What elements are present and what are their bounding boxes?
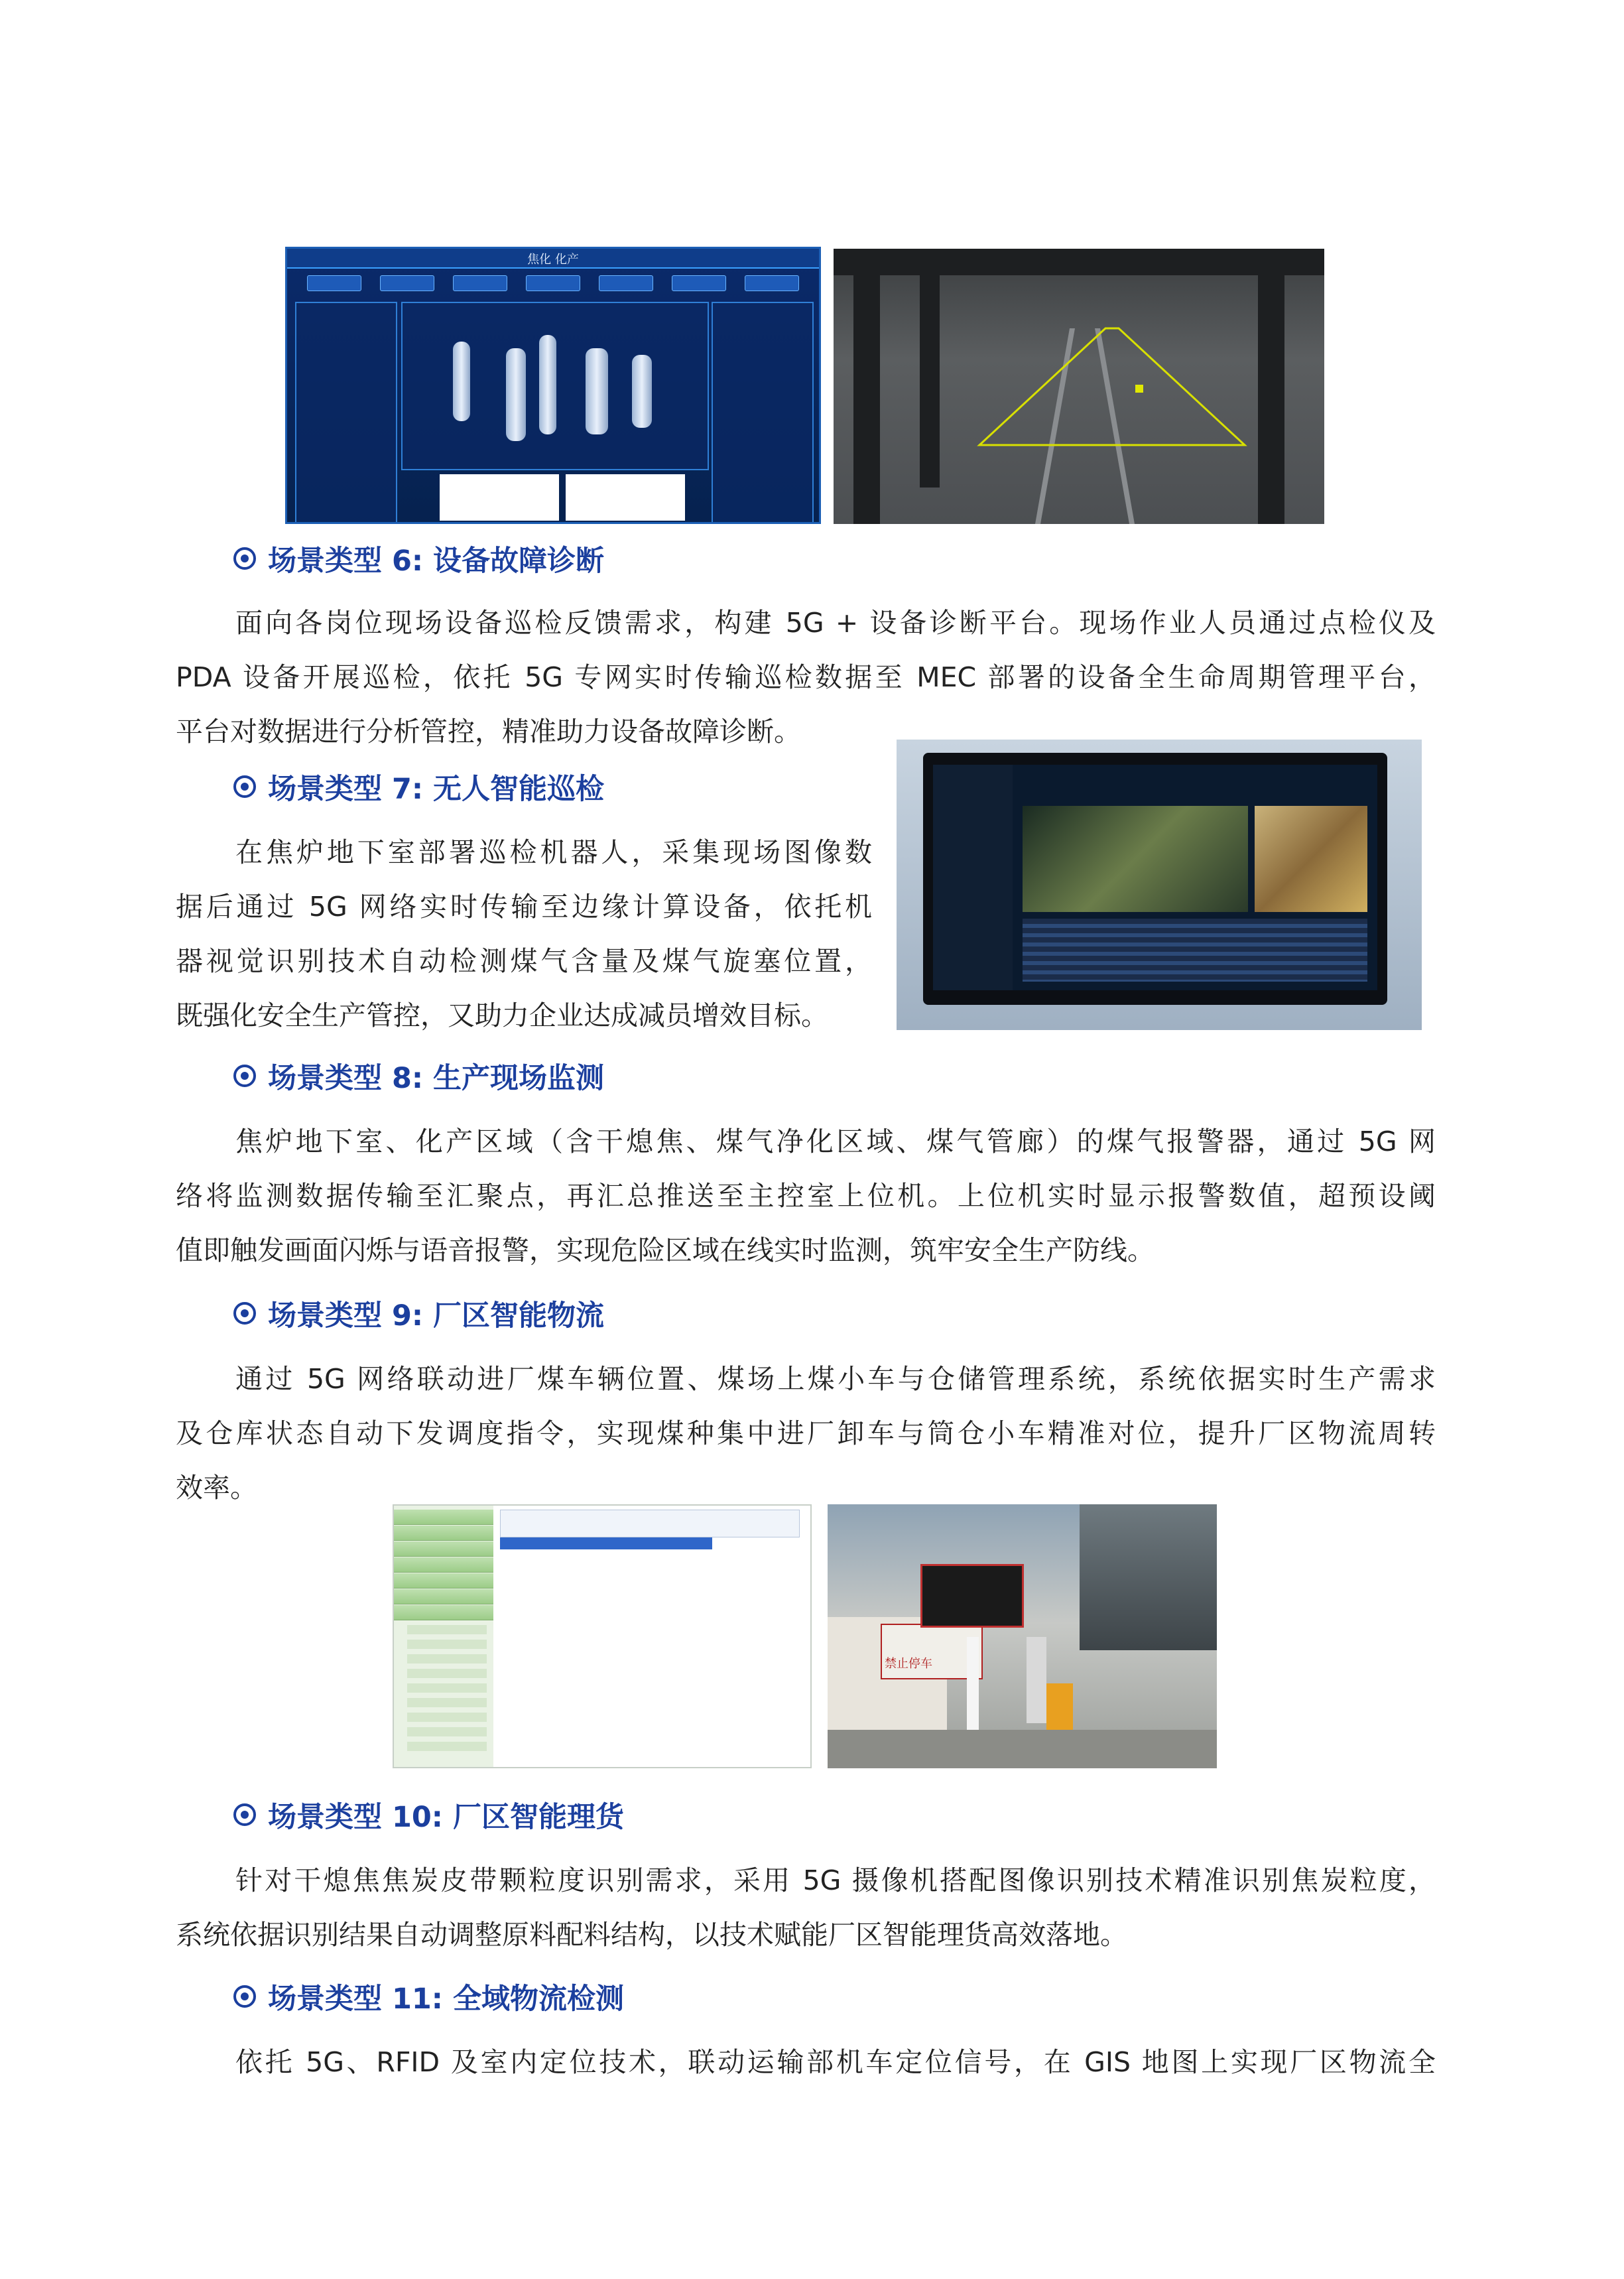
section-paragraph-9: 通过 5G 网络联动进厂煤车辆位置、煤场上煤小车与仓储管理系统，系统依据实时生产需求 及仓库状态自动下发调度指令，实现煤种集中进厂卸车与筒仓小车精准对位，提升厂区物流周转 效率。 bbox=[176, 1363, 1436, 1504]
section-paragraph-10: 针对干熄焦焦炭皮带颗粒度识别需求，采用 5G 摄像机搭配图像识别技术精准识别焦炭粒度， 系统依据识别结果自动调整原料配料结构，以技术赋能厂区智能理货高效落地。 bbox=[176, 1864, 1436, 1951]
gate-sign-text: 禁止停车 bbox=[885, 1657, 932, 1671]
factory-gate-image bbox=[828, 1504, 1217, 1768]
inspection-robot-monitor-image bbox=[897, 740, 1422, 1030]
bullet-icon bbox=[233, 1302, 256, 1325]
section-paragraph-8: 焦炉地下室、化产区域（含干熄焦、煤气净化区域、煤气管廊）的煤气报警器，通过 5G 网 络将监测数据传输至汇聚点，再汇总推送至主控室上位机。上位机实时显示报警数值，超预设阈 值即触发画面闪烁与语音报警，实现危险区域在线实时监测，筑牢安全生产防线。 bbox=[176, 1126, 1436, 1266]
section-heading-9: 场景类型 9: 厂区智能物流 bbox=[233, 1293, 604, 1333]
bullet-icon bbox=[233, 1065, 256, 1087]
bullet-icon bbox=[233, 1985, 256, 2008]
bullet-icon bbox=[233, 775, 256, 798]
section-paragraph-7: 在焦炉地下室部署巡检机器人，采集现场图像数 据后通过 5G 网络实时传输至边缘计算设备，依托机 器视觉识别技术自动检测煤气含量及煤气旋塞位置， 既强化安全生产管控，又助力企业达成减员增效目标。 bbox=[176, 836, 872, 1031]
rail-inspection-image bbox=[834, 249, 1324, 524]
section-paragraph-6: 面向各岗位现场设备巡检反馈需求，构建 5G + 设备诊断平台。现场作业人员通过点检仪及 PDA 设备开展巡检，依托 5G 专网实时传输巡检数据至 MEC 部署的设备全生命周期管理平台， 平台对数据进行分析管控，精准助力设备故障诊断。 bbox=[176, 607, 1436, 748]
detection-zone-overlay bbox=[834, 249, 1324, 524]
warehouse-software-image bbox=[393, 1504, 812, 1768]
section-heading-6: 场景类型 6: 设备故障诊断 bbox=[233, 539, 604, 578]
bullet-icon bbox=[233, 547, 256, 570]
bullet-icon bbox=[233, 1803, 256, 1826]
section-heading-7: 场景类型 7: 无人智能巡检 bbox=[233, 767, 604, 807]
section-heading-10: 场景类型 10: 厂区智能理货 bbox=[233, 1795, 624, 1835]
section-paragraph-11: 依托 5G、RFID 及室内定位技术，联动运输部机车定位信号，在 GIS 地图上实现厂区物流全 bbox=[235, 2046, 1436, 2078]
dashboard-title: 焦化 化产 bbox=[527, 253, 579, 267]
section-heading-8: 场景类型 8: 生产现场监测 bbox=[233, 1056, 604, 1096]
process-dashboard-image bbox=[285, 247, 821, 524]
section-heading-11: 场景类型 11: 全域物流检测 bbox=[233, 1977, 624, 2016]
